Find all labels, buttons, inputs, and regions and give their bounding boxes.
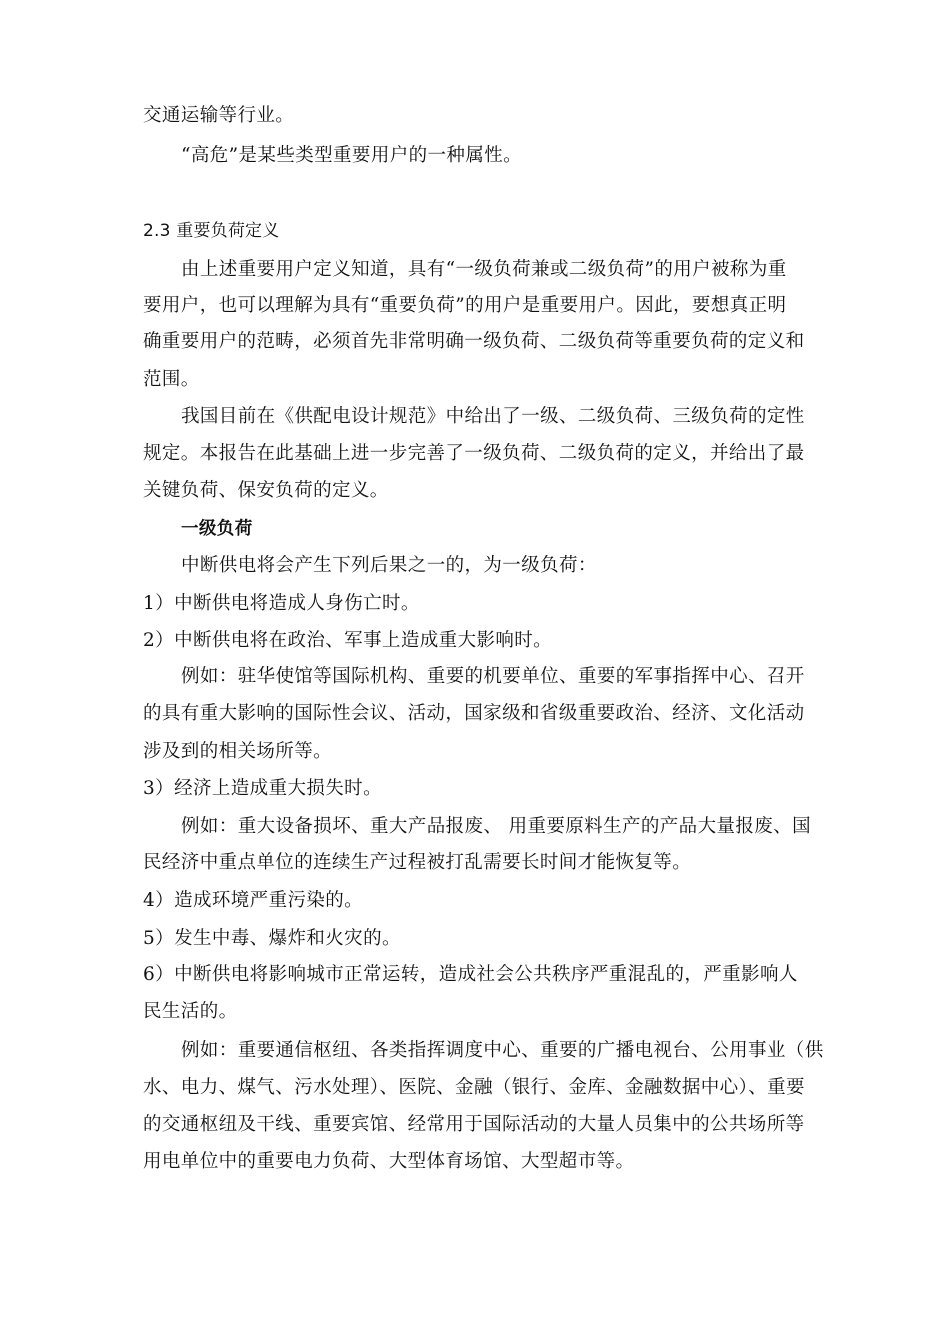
list-item: 3）经济上造成重大损失时。 (143, 778, 382, 799)
paragraph-line: 的交通枢纽及干线、重要宾馆、经常用于国际活动的大量人员集中的公共场所等 (143, 1114, 805, 1135)
subsection-heading: 一级负荷 (181, 519, 253, 539)
paragraph-line: 的具有重大影响的国际性会议、活动，国家级和省级重要政治、经济、文化活动 (143, 703, 805, 724)
paragraph-line: 交通运输等行业。 (143, 105, 295, 126)
paragraph-line: 例如：重要通信枢纽、各类指挥调度中心、重要的广播电视台、公用事业（供 (181, 1040, 824, 1061)
paragraph-line: 民经济中重点单位的连续生产过程被打乱需要长时间才能恢复等。 (143, 852, 692, 873)
paragraph-line: 涉及到的相关场所等。 (143, 741, 333, 762)
paragraph-line: 水、电力、煤气、污水处理）、医院、金融（银行、金库、金融数据中心）、重要 (143, 1077, 805, 1098)
list-item: 6）中断供电将影响城市正常运转，造成社会公共秩序严重混乱的，严重影响人 (143, 964, 798, 985)
paragraph-line: 要用户，也可以理解为具有“重要负荷”的用户是重要用户。因此，要想真正明 (143, 295, 787, 316)
list-item: 5）发生中毒、爆炸和火灾的。 (143, 928, 401, 949)
paragraph-line: 由上述重要用户定义知道，具有“一级负荷兼或二级负荷”的用户被称为重 (181, 259, 787, 280)
paragraph-line: 用电单位中的重要电力负荷、大型体育场馆、大型超市等。 (143, 1151, 635, 1172)
paragraph-line: 例如：驻华使馆等国际机构、重要的机要单位、重要的军事指挥中心、召开 (181, 666, 805, 687)
paragraph-line: 中断供电将会产生下列后果之一的，为一级负荷： (181, 555, 597, 576)
list-item: 2）中断供电将在政治、军事上造成重大影响时。 (143, 630, 553, 651)
paragraph-line: 关键负荷、保安负荷的定义。 (143, 480, 389, 501)
paragraph-line: 民生活的。 (143, 1001, 238, 1022)
paragraph-line: 规定。本报告在此基础上进一步完善了一级负荷、二级负荷的定义，并给出了最 (143, 443, 805, 464)
list-item: 4）造成环境严重污染的。 (143, 890, 364, 911)
paragraph-line: 我国目前在《供配电设计规范》中给出了一级、二级负荷、三级负荷的定性 (181, 406, 805, 427)
section-heading: 2.3 重要负荷定义 (143, 221, 280, 241)
paragraph-line: 例如：重大设备损坏、重大产品报废、 用重要原料生产的产品大量报废、国 (181, 816, 811, 837)
paragraph-line: 范围。 (143, 369, 200, 390)
paragraph-line: 确重要用户的范畴，必须首先非常明确一级负荷、二级负荷等重要负荷的定义和 (143, 331, 805, 352)
list-item: 1）中断供电将造成人身伤亡时。 (143, 593, 420, 614)
paragraph-line: “高危”是某些类型重要用户的一种属性。 (181, 145, 523, 166)
